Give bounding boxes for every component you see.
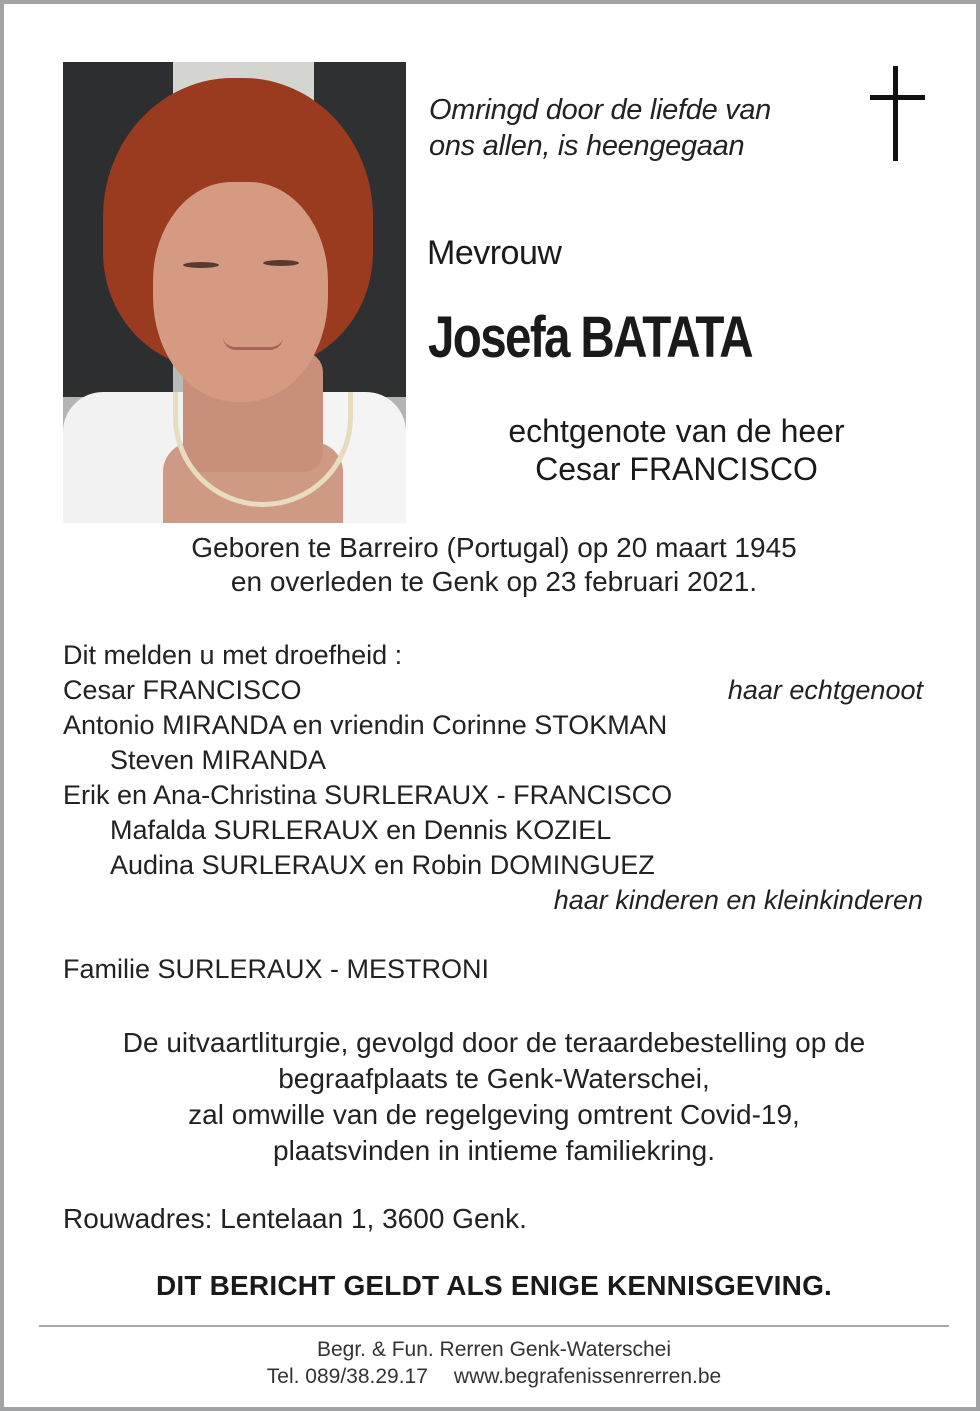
mourner-relation: haar echtgenoot [727,675,923,705]
intro-text [429,92,849,164]
mourners-list [63,638,923,918]
mourner-row [63,673,923,708]
mourning-address: Rouwadres: Lentelaan 1, 3600 Genk. [63,1203,527,1234]
liturgy-line: plaatsvinden in intieme familiekring. [273,1135,715,1166]
intro-line: ons allen, is heengegaan [429,130,745,162]
intro-line: Omringd door de liefde van [429,94,772,126]
liturgy-line: begraafplaats te Genk-Waterschei, [278,1063,710,1094]
mourner-row: Mafalda SURLERAUX en Dennis KOZIEL [110,815,612,845]
photo-eye-right [263,260,299,266]
birth-death-dates [44,531,944,599]
footer-contact [44,1363,944,1390]
mourner-row: Erik en Ana-Christina SURLERAUX - FRANCISCO [63,780,673,810]
deceased-name: Josefa BATATA [428,305,752,370]
birth-line: Geboren te Barreiro (Portugal) op 20 maart 1945 [191,532,797,563]
group-relation: haar kinderen en kleinkinderen [553,885,923,915]
mourner-name: Cesar FRANCISCO [63,675,302,705]
liturgy-line: zal omwille van de regelgeving omtrent Covid-19, [188,1099,800,1130]
liturgy-line: De uitvaartliturgie, gevolgd door de teraardebestelling op de [122,1027,866,1058]
official-notice: DIT BERICHT GELDT ALS ENIGE KENNISGEVING. [155,1270,833,1301]
photo-face [153,182,328,402]
undertaker-name: Begr. & Fun. Rerren Genk-Waterschei [316,1338,672,1361]
phone-number: Tel. 089/38.29.17 [266,1365,428,1388]
cross-icon-bar [870,95,925,100]
footer-divider [39,1325,949,1327]
mourner-row: Audina SURLERAUX en Robin DOMINGUEZ [110,850,655,880]
mourner-row: Steven MIRANDA [110,745,327,775]
footer [44,1336,944,1390]
liturgy-text [44,1025,944,1169]
mourner-row: Antonio MIRANDA en vriendin Corinne STOKMAN [63,710,668,740]
spouse-line: echtgenote van de heer [508,413,845,449]
photo-mouth [223,337,283,350]
spouse-line: Cesar FRANCISCO [535,451,818,487]
photo-eye-left [183,262,219,268]
website-link[interactable]: www.begrafenissenrerren.be [453,1365,722,1388]
portrait-photo [63,62,406,523]
family-line: Familie SURLERAUX - MESTRONI [63,954,490,984]
mourners-heading: Dit melden u met droefheid : [63,640,403,670]
cross-icon [893,66,898,161]
spouse-text [414,412,939,488]
title-prefix: Mevrouw [427,234,562,272]
death-line: en overleden te Genk op 23 februari 2021. [230,566,758,597]
